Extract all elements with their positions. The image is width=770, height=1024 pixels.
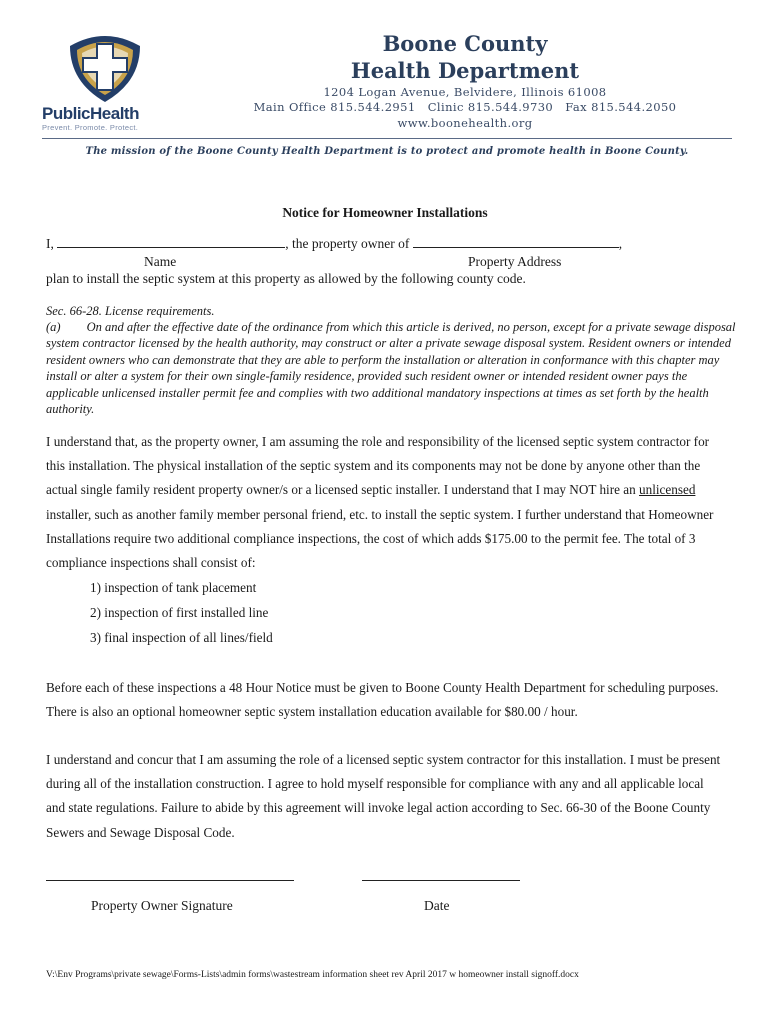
intro-end-text: plan to install the septic system at this property as allowed by the following county code.: [46, 271, 526, 286]
org-address: 1204 Logan Avenue, Belvidere, Illinois 61008: [323, 85, 607, 99]
org-website[interactable]: www.boonehealth.org: [397, 116, 533, 130]
name-blank-field[interactable]: [57, 236, 285, 248]
public-health-logo: [40, 30, 170, 135]
org-phones: Main Office 815.544.2951 Clinic 815.544.9730 Fax 815.544.2050: [253, 100, 677, 114]
logo-wordmark: PublicHealth: [42, 104, 139, 123]
code-heading: Sec. 66-28. License requirements.: [46, 304, 215, 318]
code-paragraph: [46, 319, 736, 417]
owner-statement-line: [46, 236, 622, 252]
code-paragraph-text: On and after the effective date of the ordinance from which this article is derived, no person, except for a private sewage disposal system contractor licensed by the health authority, may construct or alter a private sewage disposal system. Resident owners or intended resident owners who can demonstrate that they are able to perform the installation or alteration in conformance with this chapter may install or alter a system for their own single-family residence, provided such resident owner or intended resident owner pays the applicable unlicensed installer permit fee and complies with two additional mandatory inspections at times as set forth by the health authority.: [46, 320, 736, 417]
header-divider: [42, 138, 732, 139]
para1-text-b: installer, such as another family member personal friend, etc. to install the septic system. I further understand that Homeowner Installations require two additional compliance inspections, the cost of which adds $175.00 to the permit fee. The total of 3 compliance inspections shall consist of:: [46, 506, 714, 571]
date-line[interactable]: [362, 880, 520, 881]
org-name-line2: Health Department: [350, 58, 580, 83]
para1-text-a: I understand that, as the property owner, I am assuming the role and responsibility of the licensed septic system contractor for this installation. The physical installation of the septic system and its components may not be done by anyone other than the actual single family resident property owner/s or a licensed septic installer. I understand that I may NOT hire an: [46, 434, 710, 498]
logo-tagline: Prevent. Promote. Protect.: [42, 123, 139, 132]
property-address-label: Property Address: [468, 254, 562, 269]
inspection-item: 1) inspection of tank placement: [90, 580, 257, 595]
signature-label: Property Owner Signature: [91, 898, 233, 913]
responsibility-paragraph: [46, 430, 726, 575]
unlicensed-underlined: unlicensed: [639, 482, 696, 498]
code-paragraph-marker: (a): [46, 320, 61, 334]
form-title: Notice for Homeowner Installations: [282, 205, 488, 220]
line-start-text: I,: [46, 236, 58, 251]
property-address-blank-field[interactable]: [413, 236, 619, 248]
mission-statement: The mission of the Boone County Health Department is to protect and promote health in Boone County.: [85, 146, 689, 157]
concurrence-paragraph: I understand and concur that I am assuming the role of a licensed septic system contractor for this installation. I must be present during all of the installation construction. I agree to hold myself responsible for compliance with any and all applicable local and state regulations. Failure to abide by this agreement will invoke legal action according to Sec. 66-30 of the Boone County Sewers and Sewage Disposal Code.: [46, 752, 721, 840]
line-end-text: ,: [618, 236, 623, 251]
inspection-item: 2) inspection of first installed line: [90, 605, 269, 620]
notice-paragraph: Before each of these inspections a 48 Hour Notice must be given to Boone County Health Department for scheduling purposes. There is also an optional homeowner septic system installation education available for $80.00 / hour.: [46, 680, 719, 720]
file-path-footer: V:\Env Programs\private sewage\Forms-Lists\admin forms\wastestream information sheet rev April 2017 w homeowner install signoff.docx: [46, 970, 579, 980]
line-mid-text: , the property owner of: [285, 236, 413, 251]
signature-line[interactable]: [46, 880, 294, 881]
name-label: Name: [144, 254, 177, 269]
org-name-line1: Boone County: [382, 31, 548, 56]
inspection-item: 3) final inspection of all lines/field: [90, 630, 273, 645]
date-label: Date: [424, 898, 450, 913]
shield-cross-icon: [64, 30, 146, 104]
